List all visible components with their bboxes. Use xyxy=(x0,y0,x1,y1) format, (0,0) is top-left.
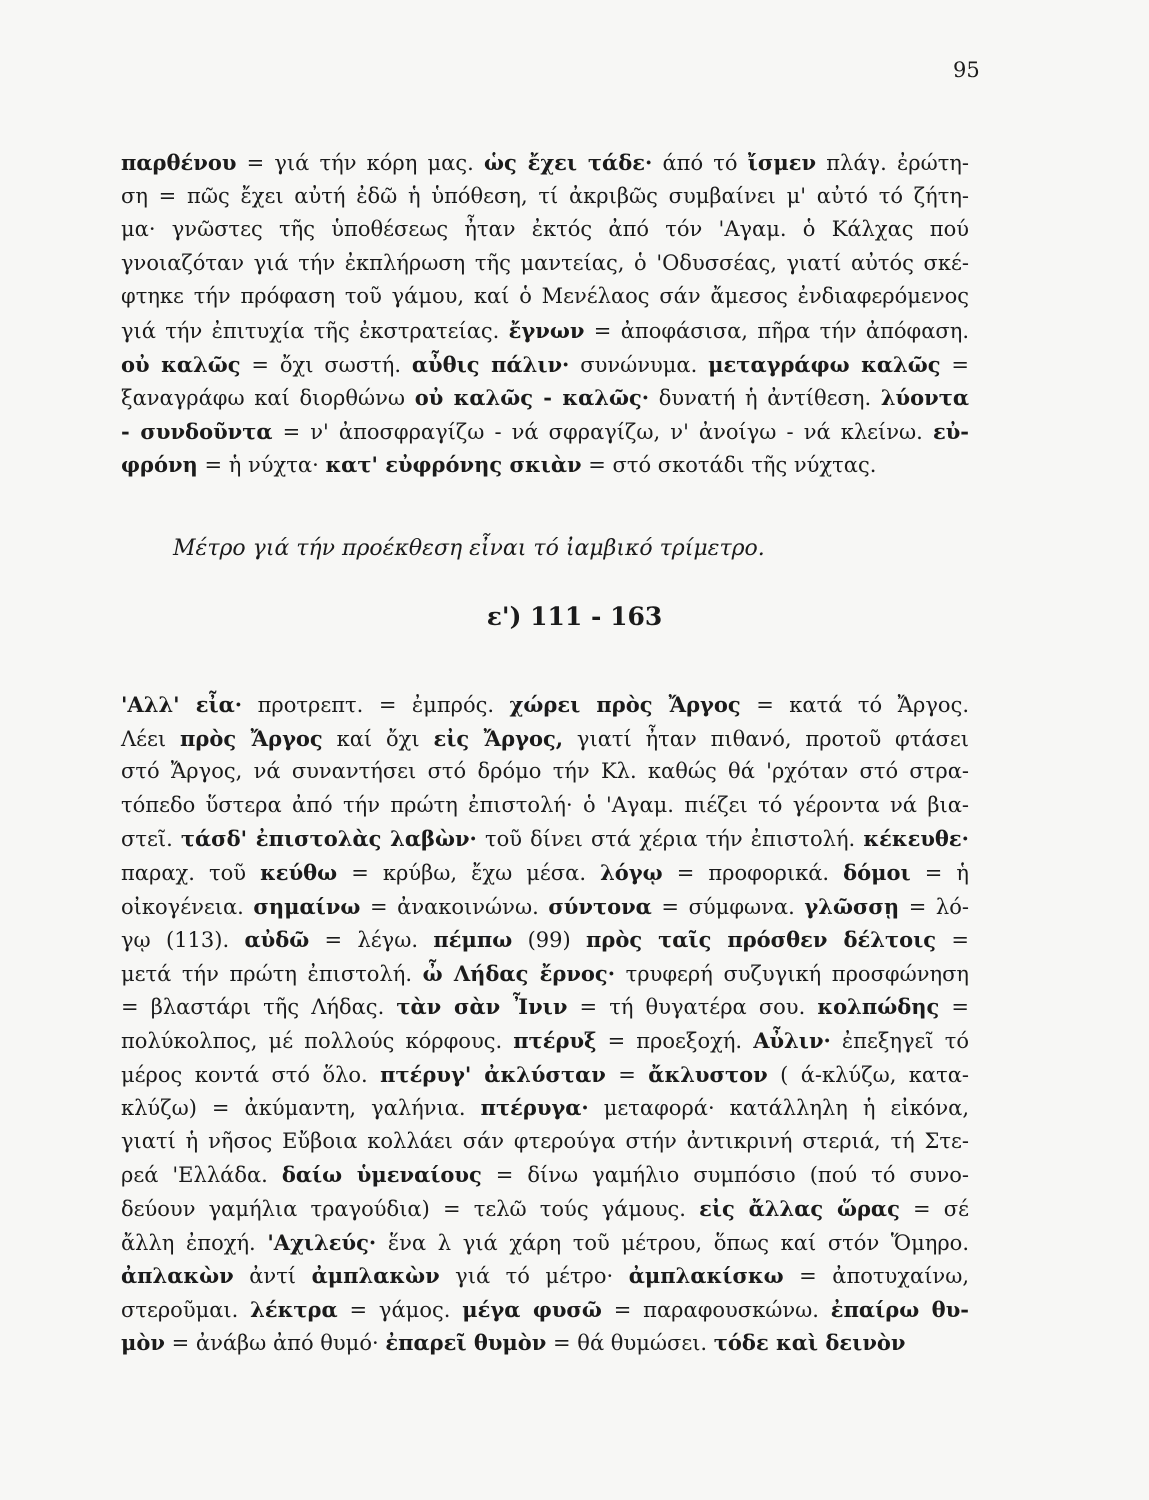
lemma-term: εἰς ἄλλας ὥρας xyxy=(699,1195,900,1221)
text-line xyxy=(121,1326,969,1360)
text-line xyxy=(121,1226,969,1260)
line-text: μεταφορά· κατάλληλη ἡ εἰκόνα, xyxy=(588,1096,969,1121)
line-text: = δίνω γαμήλιο συμπόσιο (πού τό συνο- xyxy=(481,1163,969,1188)
lemma-term: κεύθω xyxy=(260,859,338,885)
line-text: = κατά τό Ἄργος. xyxy=(740,693,970,717)
line-text: = ἀνακοινώνω. xyxy=(360,894,549,919)
text-line xyxy=(121,213,969,247)
lemma-term: εὐ- xyxy=(932,418,969,444)
lemma-term: πρὸς Ἄργος xyxy=(180,725,323,751)
line-text: = xyxy=(605,1062,649,1087)
lemma-term: κέκευθε· xyxy=(863,826,969,852)
text-line xyxy=(121,1158,969,1192)
line-text: ἕνα λ γιά χάρη τοῦ μέτρου, ὅπως καί στόν Ὅμηρο. xyxy=(376,1230,969,1255)
text-line xyxy=(121,381,969,415)
text-line xyxy=(121,822,969,856)
line-text: κλύζω) = ἀκύμαντη, γαλήνια. xyxy=(121,1096,481,1121)
lemma-term: ἀμπλακίσκω xyxy=(628,1263,784,1289)
commentary-block-1 xyxy=(121,146,969,482)
lemma-term: λύοντα xyxy=(880,385,969,411)
page-number: 95 xyxy=(953,58,980,82)
lemma-term: τὰν σὰν Ἶνιν xyxy=(396,994,568,1020)
lemma-term: σημαίνω xyxy=(253,893,361,919)
lemma-term: μὸν xyxy=(121,1330,165,1356)
text-line xyxy=(121,722,969,756)
lemma-term: τάσδ' ἐπιστολὰς λαβὼν· xyxy=(180,826,477,852)
line-text: δεύουν γαμήλια τραγούδια) = τελῶ τούς γάμους. xyxy=(121,1196,700,1221)
lemma-term: 'Αλλ' εἶα· xyxy=(121,692,243,717)
line-text: = γάμος. xyxy=(337,1297,463,1322)
text-line xyxy=(121,146,969,180)
lemma-term: εἰς Ἄργος, xyxy=(433,725,564,751)
lemma-term: ἀμπλακὼν xyxy=(311,1263,440,1289)
line-text: = σέ xyxy=(899,1196,969,1221)
lemma-term: πρὸς ταῖς πρόσθεν δέλτοις xyxy=(586,927,937,953)
lemma-term: ὦ Λήδας ἔρνος· xyxy=(422,960,616,986)
text-line xyxy=(121,755,969,789)
text-line xyxy=(121,314,969,348)
text-line xyxy=(121,923,969,957)
line-text: = σύμφωνα. xyxy=(651,894,805,919)
lemma-term: - συνδοῦντα xyxy=(121,418,273,444)
lemma-term: δαίω ὑμεναίους xyxy=(281,1162,482,1188)
lemma-term: Αὖλιν· xyxy=(753,1027,831,1053)
line-text: τόπεδο ὕστερα ἀπό τήν πρώτη ἐπιστολή· ὁ 'Αγαμ. πιέζει τό γέροντα νά βια- xyxy=(121,792,969,817)
line-text: τοῦ δίνει στά χέρια τήν ἐπιστολή. xyxy=(476,827,864,852)
text-line xyxy=(121,280,969,314)
lemma-term: χώρει πρὸς Ἄργος xyxy=(509,692,741,717)
text-line xyxy=(121,415,969,449)
line-text: ἀντί xyxy=(233,1264,312,1289)
line-text: = στό σκοτάδι τῆς νύχτας. xyxy=(581,453,877,478)
line-text: ρεά 'Ελλάδα. xyxy=(121,1163,282,1188)
line-text: = κρύβω, ἔχω μέσα. xyxy=(337,860,601,885)
text-line xyxy=(121,1293,969,1327)
lemma-term: παρθένου xyxy=(121,150,237,175)
text-line xyxy=(121,1091,969,1125)
line-text: = xyxy=(939,995,969,1020)
text-line xyxy=(121,1192,969,1226)
line-text: = προφορικά. xyxy=(662,860,844,885)
line-text: = ἀνάβω ἀπό θυμό· xyxy=(164,1331,386,1356)
lemma-term: ἀπλακὼν xyxy=(121,1263,234,1289)
text-line xyxy=(121,448,969,482)
line-text: τρυφερή συζυγική προσφώνηση xyxy=(615,961,970,986)
line-text: ἐπεξηγεῖ τό xyxy=(830,1028,970,1053)
lemma-term: 'Αχιλεύς· xyxy=(267,1229,377,1255)
text-line xyxy=(121,180,969,214)
lemma-term: ἔγνων xyxy=(508,317,585,343)
text-line xyxy=(121,1058,969,1092)
line-text: μέρος κοντά στό ὅλο. xyxy=(121,1062,381,1087)
text-line xyxy=(121,688,969,722)
line-text: προτρεπτ. = ἐμπρός. xyxy=(242,693,510,717)
line-text: = ἀποφάσισα, πῆρα τήν ἀπόφαση. xyxy=(584,318,969,343)
line-text: στό Ἄργος, νά συναντήσει στό δρόμο τήν Κλ. καθώς θά 'ρχόταν στό στρα- xyxy=(121,759,969,784)
line-text: μα· γνῶστες τῆς ὑποθέσεως ἦταν ἐκτός ἀπό τόν 'Αγαμ. ὁ Κάλχας πού xyxy=(121,217,969,242)
line-text: = θά θυμώσει. xyxy=(546,1331,714,1356)
line-text: = ἀποτυχαίνω, xyxy=(783,1264,969,1289)
lemma-term: οὐ καλῶς - καλῶς· xyxy=(414,385,650,411)
line-text: γιά τό μέτρο· xyxy=(439,1264,629,1289)
line-text: άπό τό xyxy=(652,151,748,175)
line-text: (99) xyxy=(512,928,587,953)
text-line xyxy=(121,990,969,1024)
line-text: μετά τήν πρώτη ἐπιστολή. xyxy=(121,961,423,986)
line-text: οἰκογένεια. xyxy=(121,894,254,919)
line-text: ἄλλη ἐποχή. xyxy=(121,1230,268,1255)
lemma-term: πτέρυγ' ἀκλύσταν xyxy=(380,1061,606,1087)
line-text: στεῖ. xyxy=(121,827,181,852)
line-text: γιά τήν ἐπιτυχία τῆς ἐκστρατείας. xyxy=(121,318,509,343)
line-text: = ν' ἀποσφραγίζω - νά σφραγίζω, ν' ἀνοίγω - νά κλείνω. xyxy=(272,419,933,444)
line-text: Λέει xyxy=(121,726,181,751)
text-line xyxy=(121,890,969,924)
line-text: πολύκολπος, μέ πολλούς κόρφους. xyxy=(121,1028,514,1053)
lemma-term: μέγα φυσῶ xyxy=(462,1296,602,1322)
line-text: καί ὄχι xyxy=(322,726,434,751)
line-text: = παραφουσκώνω. xyxy=(601,1297,831,1322)
line-text: παραχ. τοῦ xyxy=(121,860,261,885)
line-text: ση = πῶς ἔχει αὐτή ἐδῶ ἡ ὑπόθεση, τί ἀκριβῶς συμβαίνει μ' αὐτό τό ζήτη- xyxy=(121,183,969,208)
lemma-term: ἴσμεν xyxy=(747,150,817,175)
lemma-term: λόγῳ xyxy=(600,859,663,885)
lemma-term: ὡς ἔχει τάδε· xyxy=(483,150,653,175)
lemma-term: αὐδῶ xyxy=(244,927,310,953)
lemma-term: μεταγράφω καλῶς xyxy=(708,351,941,377)
text-line xyxy=(121,1259,969,1293)
text-line xyxy=(121,1024,969,1058)
text-line xyxy=(121,856,969,890)
lemma-term: πτέρυξ xyxy=(513,1027,597,1053)
line-text: στεροῦμαι. xyxy=(121,1297,251,1322)
commentary-block-2 xyxy=(121,688,969,1360)
line-text: = xyxy=(940,352,969,377)
lemma-term: σύντονα xyxy=(548,893,652,919)
line-text: = τή θυγατέρα σου. xyxy=(567,995,818,1020)
text-line xyxy=(121,789,969,823)
lemma-term: πτέρυγα· xyxy=(480,1095,589,1121)
lemma-term: ἐπαίρω θυ- xyxy=(830,1296,969,1322)
line-text: φτηκε τήν πρόφαση τοῦ γάμου, καί ὁ Μενέλαος σάν ἄμεσος ἐνδιαφερόμενος xyxy=(121,284,969,309)
lemma-term: αὖθις πάλιν· xyxy=(411,351,570,377)
line-text: = ἡ νύχτα· xyxy=(197,453,326,478)
line-text: = λέγω. xyxy=(309,928,434,953)
lemma-term: πέμπω xyxy=(433,927,513,953)
line-text: ξαναγράφω καί διορθώνω xyxy=(121,386,415,411)
lemma-term: οὐ καλῶς xyxy=(121,351,241,377)
line-text: γνοιαζόταν γιά τήν ἐκπλήρωση τῆς μαντείας, ὁ 'Οδυσσέας, γιατί αὐτός σκέ- xyxy=(121,250,969,275)
lemma-term: φρόνη xyxy=(121,452,198,478)
lemma-term: δόμοι xyxy=(843,859,911,885)
line-text: συνώνυμα. xyxy=(569,352,709,377)
lemma-term: λέκτρα xyxy=(250,1296,338,1322)
line-text: = γιά τήν κόρη μας. xyxy=(236,151,484,175)
line-text: δυνατή ἡ ἀντίθεση. xyxy=(649,386,881,411)
line-text: γῳ (113). xyxy=(121,928,245,953)
lemma-term: ἐπαρεῖ θυμὸν xyxy=(385,1330,547,1356)
meter-note: Μέτρο γιά τήν προέκθεση εἶναι τό ἰαμβικό τρίμετρο. xyxy=(173,536,765,561)
lemma-term: γλῶσσῃ xyxy=(804,893,900,919)
text-line xyxy=(121,957,969,991)
lemma-term: κατ' εὐφρόνης σκιὰν xyxy=(325,452,582,478)
line-text: = προεξοχή. xyxy=(596,1028,754,1053)
line-text: = xyxy=(936,928,969,953)
line-text: ( ά-κλύζω, κατα- xyxy=(767,1062,969,1087)
text-line xyxy=(121,1125,969,1159)
line-text: = βλαστάρι τῆς Λήδας. xyxy=(121,995,397,1020)
line-text: = λό- xyxy=(899,894,969,919)
lemma-term: κολπώδης xyxy=(817,994,940,1020)
line-text: = ὄχι σωστή. xyxy=(240,352,412,377)
section-heading: ε') 111 - 163 xyxy=(486,602,663,631)
line-text: = ἡ xyxy=(910,860,969,885)
lemma-term: τόδε καὶ δεινὸν xyxy=(713,1330,906,1356)
line-text: πλάγ. ἐρώτη- xyxy=(816,151,969,175)
lemma-term: ἄκλυστον xyxy=(648,1061,768,1087)
text-line xyxy=(121,348,969,382)
text-line xyxy=(121,247,969,281)
line-text: γιατί ἡ νῆσος Εὔβοια κολλάει σάν φτερούγα στήν ἀντικρινή στεριά, τή Στε- xyxy=(121,1128,969,1153)
line-text: γιατί ἦταν πιθανό, προτοῦ φτάσει xyxy=(563,726,970,751)
